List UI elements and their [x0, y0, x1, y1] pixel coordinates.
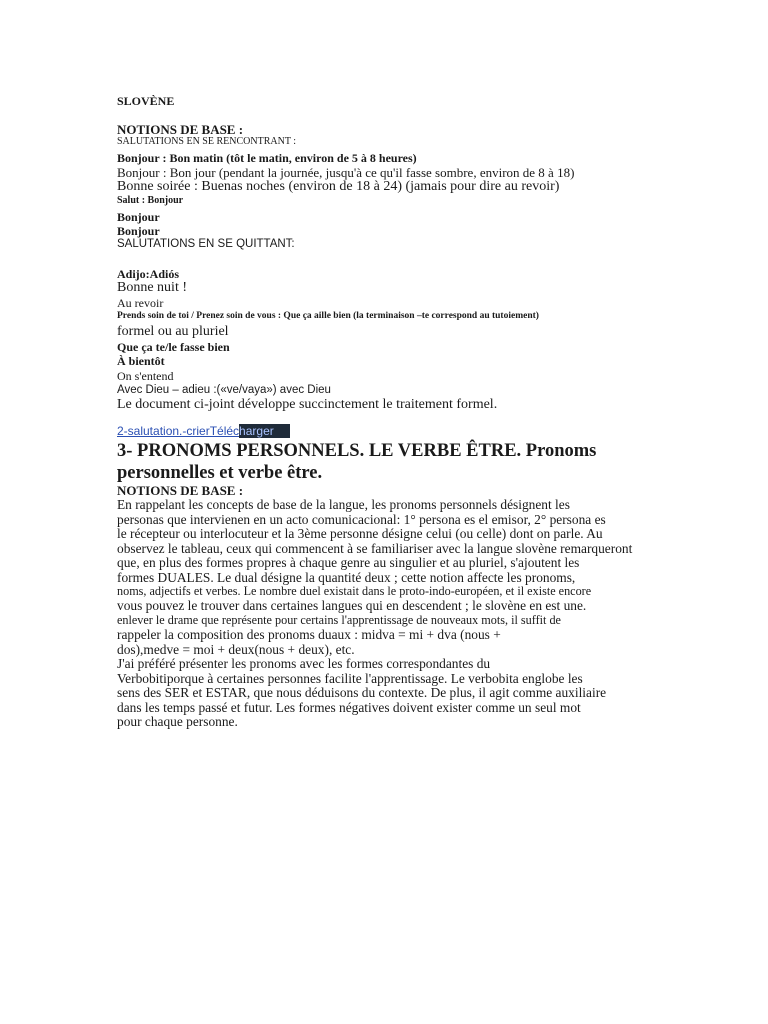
para-line: dans les temps passé et futur. Les formes négatives doivent exister comme un seul mot	[117, 700, 581, 715]
line-document: Le document ci-joint développe succinctement le traitement formel.	[117, 397, 498, 412]
para-line: que, en plus des formes propres à chaque genre au singulier et au pluriel, s'ajoutent les	[117, 555, 580, 570]
section-heading-pronoms-line2: personnelles et verbe être.	[117, 463, 323, 483]
line-bonjour-2: Bonjour	[117, 224, 160, 238]
line-bonjour-matin: Bonjour : Bon matin (tôt le matin, environ de 5 à 8 heures)	[117, 151, 417, 165]
line-on-sentend: On s'entend	[117, 369, 174, 383]
subheading-quittant: SALUTATIONS EN SE QUITTANT:	[117, 238, 295, 250]
download-link-highlight[interactable]: harger	[239, 424, 290, 438]
para-line: personas que intervienen en un acto comunicacional: 1° persona es el emisor, 2° persona es	[117, 512, 606, 527]
line-que-ca: Que ça te/le fasse bien	[117, 340, 230, 354]
para-line: formes DUALES. Le dual désigne la quantité deux ; cette notion affecte les pronoms,	[117, 570, 576, 585]
line-adijo: Adijo:Adiós	[117, 267, 180, 281]
para-line: enlever le drame que représente pour certains l'apprentissage de nouveaux mots, il suffit de	[117, 613, 561, 627]
para-line: observez le tableau, ceux qui commencent à se familiariser avec la langue slovène remarqueront	[117, 541, 633, 556]
line-au-revoir: Au revoir	[117, 296, 164, 310]
section-heading-notions-2: NOTIONS DE BASE :	[117, 483, 244, 498]
line-bonjour-jour: Bonjour : Bon jour (pendant la journée, jusqu'à ce qu'il fasse sombre, environ de 8 à 18)	[117, 165, 575, 180]
line-formel: formel ou au pluriel	[117, 324, 229, 339]
doc-title: SLOVÈNE	[117, 94, 175, 108]
para-line: rappeler la composition des pronoms duaux : midva = mi + dva (nous +	[117, 627, 501, 642]
section-heading-notions: NOTIONS DE BASE :	[117, 122, 244, 137]
para-line: En rappelant les concepts de base de la langue, les pronoms personnels désignent les	[117, 497, 570, 512]
line-bientot: À bientôt	[117, 354, 165, 368]
para-line: J'ai préféré présenter les pronoms avec les formes correspondantes du	[117, 656, 491, 671]
download-link[interactable]	[117, 425, 290, 437]
para-line: noms, adjectifs et verbes. Le nombre duel existait dans le proto-indo-européen, et il existe encore	[117, 584, 592, 598]
para-line: dos),medve = moi + deux(nous + deux), etc.	[117, 642, 355, 657]
download-link-text[interactable]: 2-salutation.-crierTéléc	[117, 424, 240, 438]
line-bonne-soiree: Bonne soirée : Buenas noches (environ de 18 à 24) (jamais pour dire au revoir)	[117, 179, 560, 194]
para-line: pour chaque personne.	[117, 714, 238, 729]
line-prends-soin: Prends soin de toi / Prenez soin de vous : Que ça aille bien (la terminaison –te correspond au tutoiement)	[117, 311, 539, 321]
line-salut: Salut : Bonjour	[117, 195, 184, 206]
subheading-rencontre: SALUTATIONS EN SE RENCONTRANT :	[117, 136, 297, 147]
para-line: sens des SER et ESTAR, que nous déduisons du contexte. De plus, il agit comme auxiliaire	[117, 685, 607, 700]
line-avec-dieu: Avec Dieu – adieu :(«ve/vaya») avec Dieu	[117, 384, 331, 396]
line-bonjour-1: Bonjour	[117, 210, 160, 224]
para-line: Verbobitiporque à certaines personnes facilite l'apprentissage. Le verbobita englobe les	[117, 671, 583, 686]
para-line: le récepteur ou interlocuteur et la 3ème personne désigne celui (ou celle) dont on parle. Au	[117, 526, 603, 541]
section-heading-pronoms-line1: 3- PRONOMS PERSONNELS. LE VERBE ÊTRE. Pronoms	[117, 441, 597, 461]
line-bonne-nuit: Bonne nuit !	[117, 280, 187, 295]
para-line: vous pouvez le trouver dans certaines langues qui en descendent ; le slovène en est une.	[117, 598, 587, 613]
